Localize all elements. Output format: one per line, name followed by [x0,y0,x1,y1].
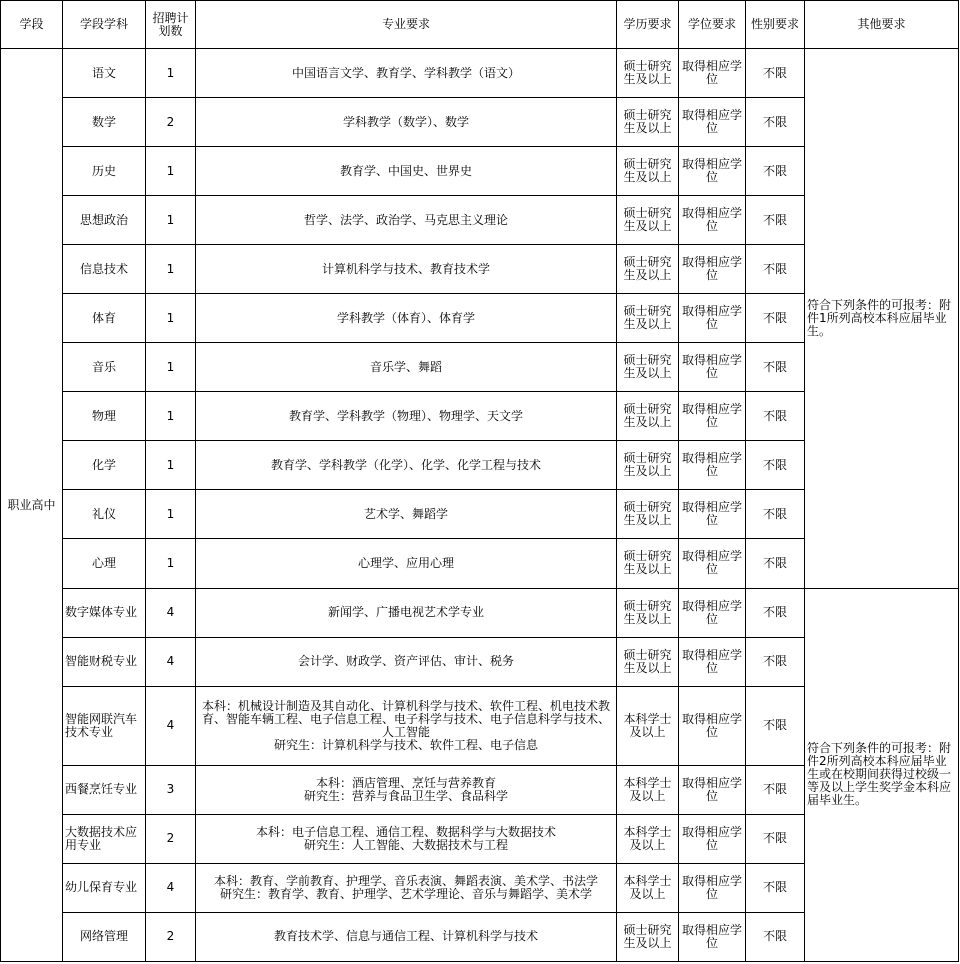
gender-cell: 不限 [746,588,805,637]
education-cell: 硕士研究生及以上 [617,98,679,147]
subject-cell: 大数据技术应用专业 [63,814,146,863]
header-other: 其他要求 [805,1,959,49]
subject-cell: 音乐 [63,343,146,392]
degree-cell: 取得相应学位 [679,765,746,814]
major-cell: 中国语言文学、教育学、学科教学（语文） [196,49,617,98]
count-cell: 2 [146,98,196,147]
subject-cell: 心理 [63,539,146,588]
count-cell: 4 [146,686,196,765]
header-gender: 性别要求 [746,1,805,49]
header-stage: 学段 [1,1,63,49]
gender-cell: 不限 [746,637,805,686]
major-cell: 本科：酒店管理、烹饪与营养教育 研究生：营养与食品卫生学、食品科学 [196,765,617,814]
count-cell: 1 [146,196,196,245]
education-cell: 硕士研究生及以上 [617,294,679,343]
gender-cell: 不限 [746,147,805,196]
stage-cell: 职业高中 [1,49,63,962]
degree-cell: 取得相应学位 [679,343,746,392]
major-cell: 会计学、财政学、资产评估、审计、税务 [196,637,617,686]
degree-cell: 取得相应学位 [679,392,746,441]
subject-cell: 信息技术 [63,245,146,294]
major-cell: 学科教学（数学）、数学 [196,98,617,147]
education-cell: 硕士研究生及以上 [617,539,679,588]
table-row [1,588,959,637]
education-cell: 本科学士及以上 [617,765,679,814]
subject-cell: 思想政治 [63,196,146,245]
gender-cell: 不限 [746,912,805,961]
education-cell: 硕士研究生及以上 [617,490,679,539]
gender-cell: 不限 [746,539,805,588]
major-cell: 本科：电子信息工程、通信工程、数据科学与大数据技术 研究生：人工智能、大数据技术与工程 [196,814,617,863]
gender-cell: 不限 [746,686,805,765]
subject-cell: 化学 [63,441,146,490]
education-cell: 硕士研究生及以上 [617,147,679,196]
education-cell: 本科学士及以上 [617,814,679,863]
education-cell: 硕士研究生及以上 [617,196,679,245]
gender-cell: 不限 [746,98,805,147]
degree-cell: 取得相应学位 [679,98,746,147]
subject-cell: 智能财税专业 [63,637,146,686]
education-cell: 本科学士及以上 [617,686,679,765]
gender-cell: 不限 [746,196,805,245]
gender-cell: 不限 [746,49,805,98]
education-cell: 硕士研究生及以上 [617,392,679,441]
degree-cell: 取得相应学位 [679,490,746,539]
major-cell: 音乐学、舞蹈 [196,343,617,392]
subject-cell: 体育 [63,294,146,343]
gender-cell: 不限 [746,441,805,490]
count-cell: 2 [146,912,196,961]
degree-cell: 取得相应学位 [679,49,746,98]
count-cell: 2 [146,814,196,863]
subject-cell: 礼仪 [63,490,146,539]
major-cell: 哲学、法学、政治学、马克思主义理论 [196,196,617,245]
degree-cell: 取得相应学位 [679,863,746,912]
degree-cell: 取得相应学位 [679,147,746,196]
gender-cell: 不限 [746,814,805,863]
education-cell: 硕士研究生及以上 [617,912,679,961]
header-education: 学历要求 [617,1,679,49]
major-cell: 艺术学、舞蹈学 [196,490,617,539]
degree-cell: 取得相应学位 [679,196,746,245]
degree-cell: 取得相应学位 [679,588,746,637]
other-requirements-group2: 符合下列条件的可报考：附件2所列高校本科应届毕业生或在校期间获得过校级一等及以上学生奖学金本科应届毕业生。 [805,588,959,961]
education-cell: 硕士研究生及以上 [617,49,679,98]
gender-cell: 不限 [746,343,805,392]
degree-cell: 取得相应学位 [679,912,746,961]
count-cell: 4 [146,588,196,637]
subject-cell: 幼儿保育专业 [63,863,146,912]
major-cell: 学科教学（体育）、体育学 [196,294,617,343]
education-cell: 硕士研究生及以上 [617,343,679,392]
subject-cell: 数字媒体专业 [63,588,146,637]
major-cell: 教育技术学、信息与通信工程、计算机科学与技术 [196,912,617,961]
count-cell: 1 [146,490,196,539]
other-requirements-group1: 符合下列条件的可报考：附件1所列高校本科应届毕业生。 [805,49,959,589]
degree-cell: 取得相应学位 [679,814,746,863]
education-cell: 本科学士及以上 [617,863,679,912]
subject-cell: 历史 [63,147,146,196]
count-cell: 4 [146,863,196,912]
subject-cell: 西餐烹饪专业 [63,765,146,814]
subject-cell: 智能网联汽车技术专业 [63,686,146,765]
major-cell: 本科：机械设计制造及其自动化、计算机科学与技术、软件工程、机电技术教育、智能车辆工程、电子信息工程、电子科学与技术、电子信息科学与技术、人工智能 研究生：计算机科学与技术、软件工程、电子信息 [196,686,617,765]
count-cell: 1 [146,49,196,98]
count-cell: 1 [146,245,196,294]
subject-cell: 语文 [63,49,146,98]
major-cell: 教育学、中国史、世界史 [196,147,617,196]
gender-cell: 不限 [746,245,805,294]
count-cell: 1 [146,343,196,392]
education-cell: 硕士研究生及以上 [617,441,679,490]
gender-cell: 不限 [746,392,805,441]
count-cell: 1 [146,147,196,196]
degree-cell: 取得相应学位 [679,245,746,294]
table-row [1,49,959,98]
education-cell: 硕士研究生及以上 [617,245,679,294]
degree-cell: 取得相应学位 [679,637,746,686]
degree-cell: 取得相应学位 [679,294,746,343]
gender-cell: 不限 [746,765,805,814]
gender-cell: 不限 [746,863,805,912]
major-cell: 本科：教育、学前教育、护理学、音乐表演、舞蹈表演、美术学、书法学 研究生：教育学、教育、护理学、艺术学理论、音乐与舞蹈学、美术学 [196,863,617,912]
header-degree: 学位要求 [679,1,746,49]
count-cell: 1 [146,441,196,490]
gender-cell: 不限 [746,490,805,539]
major-cell: 计算机科学与技术、教育技术学 [196,245,617,294]
subject-cell: 网络管理 [63,912,146,961]
major-cell: 新闻学、广播电视艺术学专业 [196,588,617,637]
header-major: 专业要求 [196,1,617,49]
education-cell: 硕士研究生及以上 [617,588,679,637]
header-row [1,1,959,49]
count-cell: 1 [146,294,196,343]
major-cell: 心理学、应用心理 [196,539,617,588]
major-cell: 教育学、学科教学（化学）、化学、化学工程与技术 [196,441,617,490]
count-cell: 3 [146,765,196,814]
header-subject: 学段学科 [63,1,146,49]
major-cell: 教育学、学科教学（物理）、物理学、天文学 [196,392,617,441]
degree-cell: 取得相应学位 [679,441,746,490]
subject-cell: 物理 [63,392,146,441]
education-cell: 硕士研究生及以上 [617,637,679,686]
degree-cell: 取得相应学位 [679,686,746,765]
count-cell: 4 [146,637,196,686]
subject-cell: 数学 [63,98,146,147]
degree-cell: 取得相应学位 [679,539,746,588]
count-cell: 1 [146,392,196,441]
gender-cell: 不限 [746,294,805,343]
header-count: 招聘计划数 [146,1,196,49]
count-cell: 1 [146,539,196,588]
